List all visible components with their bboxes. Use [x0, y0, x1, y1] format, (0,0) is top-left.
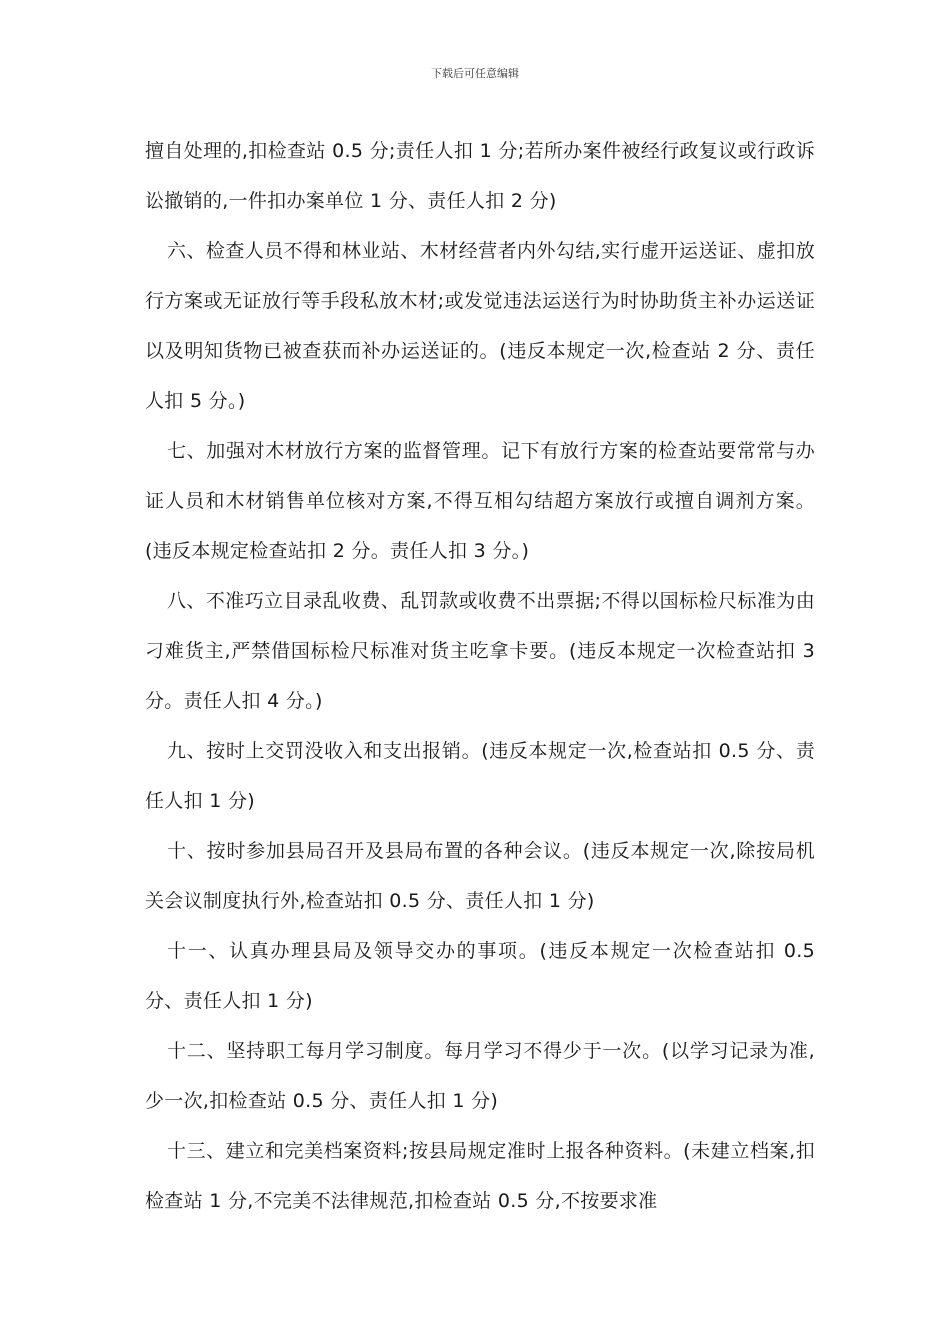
page-header: 下载后可任意编辑: [431, 67, 519, 80]
paragraph-item-12: 十二、坚持职工每月学习制度。每月学习不得少于一次。(以学习记录为准,少一次,扣检查站 0.5 分、责任人扣 1 分): [145, 1040, 815, 1112]
document-body: [145, 126, 815, 1226]
paragraph-item-7: 七、加强对木材放行方案的监督管理。记下有放行方案的检查站要常常与办证人员和木材销售单位核对方案,不得互相勾结超方案放行或擅自调剂方案。(违反本规定检查站扣 2 分。责任人扣 3 分。): [145, 440, 815, 562]
paragraph-item-9: 九、按时上交罚没收入和支出报销。(违反本规定一次,检查站扣 0.5 分、责任人扣 1 分): [145, 740, 815, 812]
paragraph-item-6: 六、检查人员不得和林业站、木材经营者内外勾结,实行虚开运送证、虚扣放行方案或无证放行等手段私放木材;或发觉违法运送行为时协助货主补办运送证以及明知货物已被查获而补办运送证的。(违反本规定一次,检查站 2 分、责任人扣 5 分。): [145, 240, 815, 412]
paragraph-item-8: 八、不准巧立目录乱收费、乱罚款或收费不出票据;不得以国标检尺标准为由刁难货主,严禁借国标检尺标准对货主吃拿卡要。(违反本规定一次检查站扣 3 分。责任人扣 4 分。): [145, 590, 815, 712]
paragraph-item-11: 十一、认真办理县局及领导交办的事项。(违反本规定一次检查站扣 0.5 分、责任人扣 1 分): [145, 940, 815, 1012]
paragraph-continuation: 擅自处理的,扣检查站 0.5 分;责任人扣 1 分;若所办案件被经行政复议或行政诉讼撤销的,一件扣办案单位 1 分、责任人扣 2 分): [145, 140, 815, 212]
paragraph-item-10: 十、按时参加县局召开及县局布置的各种会议。(违反本规定一次,除按局机关会议制度执行外,检查站扣 0.5 分、责任人扣 1 分): [145, 840, 815, 912]
paragraph-item-13: 十三、建立和完美档案资料;按县局规定准时上报各种资料。(未建立档案,扣检查站 1 分,不完美不法律规范,扣检查站 0.5 分,不按要求准: [145, 1140, 815, 1212]
